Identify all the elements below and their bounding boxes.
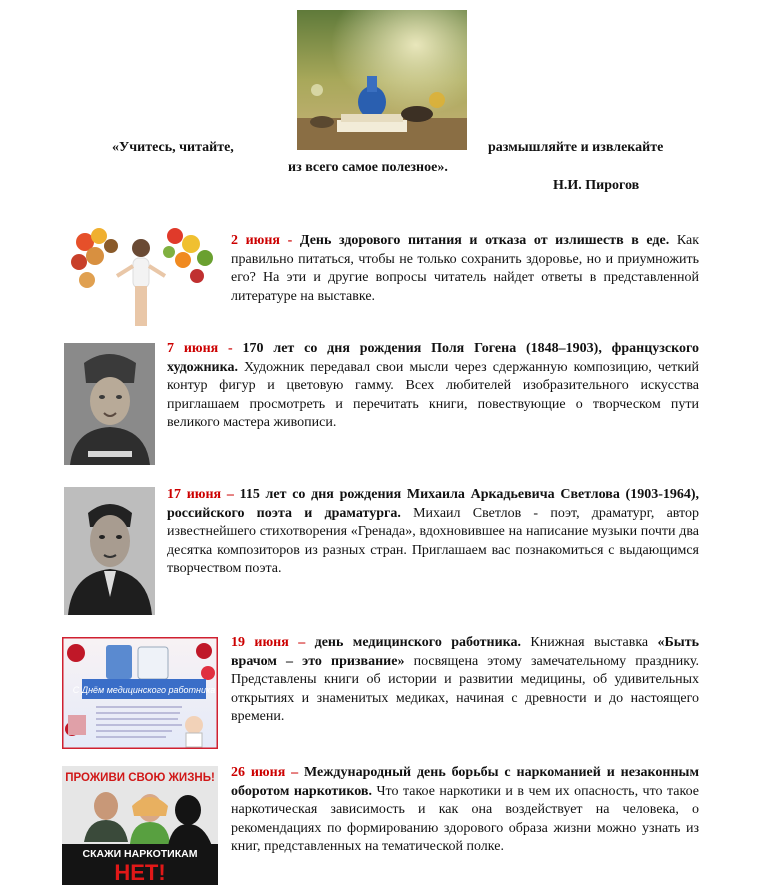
entry-date: 7 июня — [167, 341, 219, 356]
entry-body-a: Книжная выставка — [521, 635, 658, 650]
svetlov-portrait — [64, 487, 155, 615]
still-life-image — [297, 10, 467, 150]
entry-body-b: посвящена этому замечательному празднику. Представлены книги об истории и развитии медицины, об удивительных открытиях и знаменитых медиках, начиная с древности и до настоящего времени. — [231, 653, 699, 724]
entry-body: Что такое наркотики и в чем их опасность, что такое наркотическая зависимость и как она воздействует на человека, о рекомендациях по формированию здорового образа жизни можно узнать из книг, представленных на тематической полке. — [231, 783, 699, 854]
healthy-food-image — [65, 222, 217, 326]
poster-no-text: НЕТ! — [114, 860, 166, 885]
entry-body: Как правильно питаться, чтобы не только сохранить здоровье, но и приумножить его? На эти и другие вопросы читатель найдет ответы в представленной литературе на выставке. — [231, 233, 700, 304]
entry-gauguin: 7 июня - 170 лет со дня рождения Поля Гогена (1848–1903), французского художника. Художник передавал свои мысли через сдержанную композицию, четкий контур фигур и цветовую гамму. Всех любителей изобразительного искусства приглашаем просмотреть и перечитать книги, повествующие о творческом пути великого мастера живописи. — [167, 341, 700, 430]
anti-drug-poster — [62, 766, 218, 885]
entry-medical-day: 19 июня – день медицинского работника. Книжная выставка «Быть врачом – это призвание» посвящена этому замечательному празднику. Представлены книги об истории и развитии медицины, об удивительных открытиях и знаменитых медиках, начиная с древности и до настоящего времени. — [231, 635, 699, 724]
entry-title: день медицинского работника. — [314, 635, 522, 650]
entry-date: 19 июня — [231, 635, 289, 650]
poster-mid-text: СКАЖИ НАРКОТИКАМ — [82, 848, 198, 860]
entry-body: Художник передавал свои мысли через сдержанную композицию, четкий контур фигур и цветовую гамму. Всех любителей изобразительного искусства приглашаем просмотреть и перечитать книги, повествующие о творческом пути великого мастера живописи. — [167, 359, 699, 430]
entry-date: 17 июня — [167, 487, 222, 502]
quote-part-2: размышляйте и извлекайте — [488, 140, 664, 155]
quote-author: Н.И. Пирогов — [553, 178, 640, 193]
entry-date: 2 июня — [231, 233, 281, 248]
entry-title: День здорового питания и отказа от излишеств в еде. — [299, 233, 670, 248]
quote-part-3: из всего самое полезное». — [288, 160, 448, 175]
exhibit-title: «Быть врачом – это призвание» — [231, 635, 699, 669]
entry-title: 115 лет со дня рождения Михаила Аркадьевича Светлова (1903-1964), российского поэта и драматурга. — [167, 487, 700, 521]
entry-body: Михаил Светлов - поэт, драматург, автор известнейшего стихотворения «Гренада», вдохновившее на написание музыки почти два десятка композиторов из разных стран. Приглашаем вас познакомиться с выдающимся творчеством поэта. — [167, 505, 699, 576]
entry-title: 170 лет со дня рождения Поля Гогена (1848–1903), французского художника. — [167, 341, 700, 375]
entry-healthy-eating: 2 июня - День здорового питания и отказа от излишеств в еде. Как правильно питаться, чтобы не только сохранить здоровье, но и приумножить его? На эти и другие вопросы читатель найдет ответы в представленной литературе на выставке. — [231, 233, 700, 304]
entry-svetlov: 17 июня – 115 лет со дня рождения Михаила Аркадьевича Светлова (1903-1964), российского поэта и драматурга. Михаил Светлов - поэт, драматург, автор известнейшего стихотворения «Гренада», вдохновившее на написание музыки почти два десятка композиторов из разных стран. Приглашаем вас познакомиться с выдающимся творчеством поэта. — [167, 487, 700, 576]
medical-day-card — [62, 637, 218, 749]
gauguin-portrait — [64, 343, 155, 465]
entry-date: 26 июня — [231, 765, 286, 780]
entry-title: Международный день борьбы с наркоманией и незаконным оборотом наркотиков. — [231, 765, 700, 799]
poster-top-text: ПРОЖИВИ СВОЮ ЖИЗНЬ! — [65, 772, 215, 784]
quote-part-1: «Учитесь, читайте, — [112, 140, 234, 155]
entry-anti-drug-day: 26 июня – Международный день борьбы с наркоманией и незаконным оборотом наркотиков. Что такое наркотики и в чем их опасность, что такое наркотическая зависимость и как она воздействует на человека, о рекомендациях по формированию здорового образа жизни можно узнать из книг, представленных на тематической полке. — [231, 765, 700, 854]
medical-greeting: С Днём медицинского работника — [72, 685, 216, 695]
